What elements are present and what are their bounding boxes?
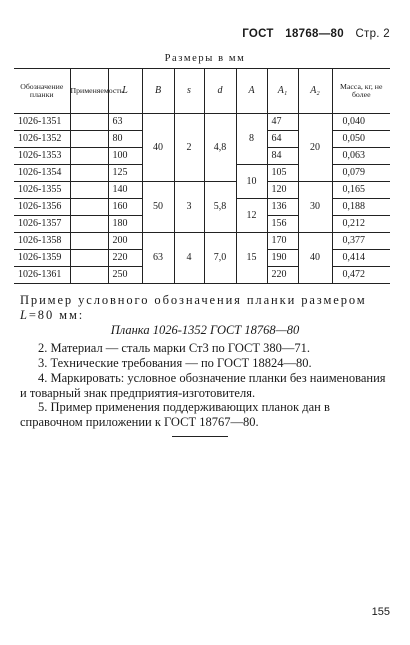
col-header-A: A (236, 69, 267, 114)
cell-application (70, 165, 108, 182)
col-header-A1: A₁ (267, 69, 298, 114)
cell-code: 1026-1351 (14, 114, 70, 131)
col-header-A2: A₂ (298, 69, 332, 114)
cell-application (70, 131, 108, 148)
cell-A2: 40 (298, 233, 332, 284)
dimensions-table (14, 68, 390, 284)
cell-code: 1026-1361 (14, 267, 70, 284)
cell-A1: 84 (267, 148, 298, 165)
cell-A: 15 (236, 233, 267, 284)
cell-A1: 136 (267, 199, 298, 216)
col-header-code: Обозначение планки (14, 69, 70, 114)
cell-application (70, 250, 108, 267)
page-header (234, 28, 390, 40)
cell-L: 140 (108, 182, 142, 199)
cell-code: 1026-1353 (14, 148, 70, 165)
cell-B: 63 (142, 233, 174, 284)
cell-d: 4,8 (204, 114, 236, 182)
cell-mass: 0,063 (332, 148, 390, 165)
cell-mass: 0,212 (332, 216, 390, 233)
col-header-application: Применяемость (70, 69, 108, 114)
cell-s: 4 (174, 233, 204, 284)
example-L-symbol: L (20, 308, 29, 322)
cell-L: 250 (108, 267, 142, 284)
cell-L: 220 (108, 250, 142, 267)
example-value: =80 мм: (28, 308, 85, 322)
cell-L: 100 (108, 148, 142, 165)
cell-mass: 0,165 (332, 182, 390, 199)
standard-number: 18768—80 (285, 28, 344, 40)
table-row (14, 233, 390, 250)
cell-application (70, 216, 108, 233)
cell-L: 160 (108, 199, 142, 216)
cell-A1: 105 (267, 165, 298, 182)
cell-application (70, 182, 108, 199)
cell-s: 2 (174, 114, 204, 182)
col-header-mass: Масса, кг, не более (332, 69, 390, 114)
cell-mass: 0,377 (332, 233, 390, 250)
col-header-s: s (174, 69, 204, 114)
item-material: 2. Материал — сталь марки Ст3 по ГОСТ 380—71. (38, 341, 310, 355)
cell-A1: 64 (267, 131, 298, 148)
cell-B: 40 (142, 114, 174, 182)
col-header-d: d (204, 69, 236, 114)
cell-A2: 30 (298, 182, 332, 233)
cell-L: 80 (108, 131, 142, 148)
cell-s: 3 (174, 182, 204, 233)
cell-application (70, 233, 108, 250)
cell-mass: 0,050 (332, 131, 390, 148)
cell-A: 8 (236, 114, 267, 165)
cell-A1: 156 (267, 216, 298, 233)
table-row (14, 114, 390, 131)
cell-A1: 190 (267, 250, 298, 267)
cell-A: 12 (236, 199, 267, 233)
cell-mass: 0,414 (332, 250, 390, 267)
cell-A1: 220 (267, 267, 298, 284)
page-number: 155 (371, 606, 390, 618)
cell-A1: 120 (267, 182, 298, 199)
cell-application (70, 114, 108, 131)
table-header-row (14, 69, 390, 114)
item-marking: 4. Маркировать: условное обозначение планки без наименования и товарный знак предприятия-изготовителя. (20, 371, 386, 400)
cell-application (70, 267, 108, 284)
cell-L: 200 (108, 233, 142, 250)
cell-code: 1026-1355 (14, 182, 70, 199)
cell-code: 1026-1356 (14, 199, 70, 216)
cell-mass: 0,079 (332, 165, 390, 182)
cell-A1: 170 (267, 233, 298, 250)
cell-mass: 0,472 (332, 267, 390, 284)
designation-example: Планка 1026-1352 ГОСТ 18768—80 (110, 323, 300, 337)
cell-L: 180 (108, 216, 142, 233)
example-paragraph (20, 293, 392, 323)
divider-line (172, 436, 228, 437)
cell-A2: 20 (298, 114, 332, 182)
cell-application (70, 199, 108, 216)
cell-mass: 0,040 (332, 114, 390, 131)
page-label: Стр. 2 (355, 28, 390, 40)
standard-label: ГОСТ (242, 28, 274, 40)
cell-mass: 0,188 (332, 199, 390, 216)
col-header-B: B (142, 69, 174, 114)
cell-code: 1026-1354 (14, 165, 70, 182)
item-requirements: 3. Технические требования — по ГОСТ 18824—80. (38, 356, 312, 370)
cell-d: 7,0 (204, 233, 236, 284)
table-caption: Размеры в мм (164, 53, 246, 64)
cell-B: 50 (142, 182, 174, 233)
cell-code: 1026-1352 (14, 131, 70, 148)
cell-code: 1026-1358 (14, 233, 70, 250)
cell-L: 63 (108, 114, 142, 131)
cell-A: 10 (236, 165, 267, 199)
cell-code: 1026-1359 (14, 250, 70, 267)
example-intro: Пример условного обозначения планки размером (20, 293, 367, 307)
cell-L: 125 (108, 165, 142, 182)
item-application-example: 5. Пример применения поддерживающих планок дан в справочном приложении к ГОСТ 18767—80. (20, 400, 330, 429)
col-header-L: L (108, 69, 142, 114)
cell-d: 5,8 (204, 182, 236, 233)
cell-code: 1026-1357 (14, 216, 70, 233)
table-row (14, 182, 390, 199)
cell-A1: 47 (267, 114, 298, 131)
cell-application (70, 148, 108, 165)
